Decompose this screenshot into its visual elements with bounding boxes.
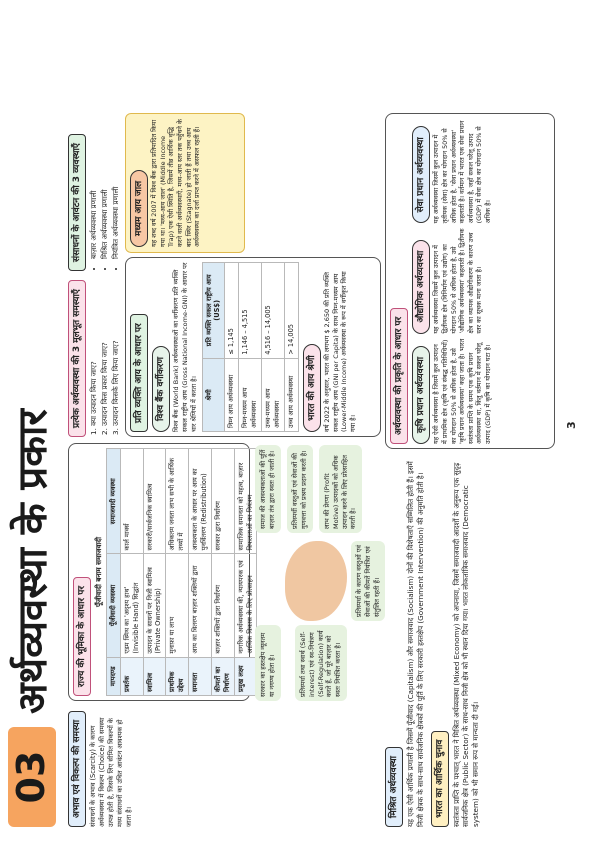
cell: आवश्यकता के आधार पर आय का पुनर्वितरण (Redistribution) bbox=[189, 449, 212, 554]
cell: उच्च-मध्यम आय अर्थव्यवस्था bbox=[262, 358, 285, 431]
cell: समानता bbox=[189, 657, 212, 695]
per-capita-heading: प्रति व्यक्ति आय के आधार पर bbox=[130, 314, 148, 432]
problem-item: 1. क्या उत्पादन किया जाए? bbox=[89, 361, 99, 435]
cell: कार्ल मार्क्स bbox=[120, 449, 143, 554]
column-header: मापदण्ड bbox=[106, 657, 120, 695]
capitalism-socialism-table bbox=[106, 448, 258, 696]
allocation-item: • बाज़ार अर्थव्यवस्था प्रणाली bbox=[89, 111, 99, 259]
cell: 1,146 – 4,515 bbox=[239, 263, 262, 359]
chapter-title: अर्थव्यवस्था के प्रकार bbox=[10, 409, 56, 714]
industrial-text: यह अर्थव्यवस्था जिसमें कुल उत्पादन में द्वितीयक क्षेत्र (विनिर्माण एवं उद्योग) का योगदान 50% से अधिक होता है, उसे 'औद्योगिक अर्थव्यवस्था' कहलाती है। द्वितीयक क्षेत्र का व्यापक औद्योगीकरण के कारण उच्च स्तर का सूचक माना जाता है। bbox=[432, 228, 484, 334]
table-row bbox=[189, 449, 212, 696]
allocation-heading: संसाधनों के आवंटन की 3 व्यवस्थाएँ bbox=[68, 134, 86, 271]
table-row bbox=[166, 449, 189, 696]
middle-income-trap-note bbox=[125, 113, 245, 253]
scarcity-text: संसाधनों के अभाव (Scarcity) के कारण अर्थव्यवस्था में विकल्प (Choice) की समस्या उत्पन्न होती है, जिसके लिए सीमित विकल्पों के मध्य संसाधनों का उचित आवंटन आवश्यक हो जाता है। bbox=[89, 717, 133, 827]
cell: उच्च आय अर्थव्यवस्था bbox=[284, 358, 298, 431]
allocation-item: • नियंत्रित अर्थव्यवस्था प्रणाली bbox=[111, 111, 121, 259]
cell: प्रवर्तक bbox=[120, 657, 143, 695]
india-income-heading: भारत की आय श्रेणी bbox=[303, 344, 321, 432]
table-row bbox=[234, 449, 257, 696]
problems-heading: प्रत्येक अर्थव्यवस्था की 3 मूलभूत समस्याएँ bbox=[68, 280, 86, 437]
cell: 4,516 – 14,005 bbox=[262, 263, 285, 359]
problem-item: 2. उत्पादन किस प्रकार किया जाए? bbox=[99, 342, 109, 435]
india-choice-text: स्वतंत्रता प्राप्ति के पश्चात् भारत ने मिश्रित अर्थव्यवस्था (Mixed Economy) को अपनाया, जिसमें समाजवादी आदर्शों के अनुरूप एक सुदृढ़ सार्वजनिक क्षेत्र (Public Sector) के साथ-साथ निजी क्षेत्र को भी स्थान दिया गया। भारत लोकतांत्रिक समाजवाद (Democratic system) को भी समान रूप से मान्यता दी गई। bbox=[451, 462, 481, 827]
column-header: श्रेणी bbox=[202, 358, 225, 431]
table-row bbox=[143, 449, 166, 696]
basic-problems-section bbox=[68, 277, 121, 437]
cell: निम्न-मध्यम आय अर्थव्यवस्था bbox=[239, 358, 262, 431]
mixed-heading: मिश्रित अर्थव्यवस्था bbox=[385, 747, 403, 827]
feature-note: प्रतिस्पर्धा के कारण वस्तुओं एवं सेवाओं की कीमतें नियंत्रित एवं संतुलित रहती हैं। bbox=[351, 541, 385, 621]
cell: एडम स्मिथ का 'अदृश्य हाथ' (Invisible Hand) सिद्धांत bbox=[120, 554, 143, 657]
wb-table bbox=[202, 262, 299, 432]
cell: सामाजिक समानता को महत्व, बाज़ार विफलताओं का नियंत्रण bbox=[234, 449, 257, 554]
state-role-section bbox=[68, 443, 254, 701]
cell: सरकारी/सार्वजनिक स्वामित्व bbox=[143, 449, 166, 554]
cell: कीमतों का निर्धारण bbox=[211, 657, 234, 695]
problem-item: 3. उत्पादन किसके लिए किया जाए? bbox=[110, 340, 120, 435]
wb-text: विश्व बैंक (World Bank) अर्थव्यवस्थाओं का वर्गीकरण प्रति व्यक्ति सकल राष्ट्रीय आय (Gross National Income-GNI) के आधार पर चार श्रेणियों में करता है। bbox=[172, 262, 198, 432]
table-row bbox=[120, 449, 143, 696]
india-income-text: वर्ष 2022 के अनुसार, भारत की लगभग $ 2,650 की प्रति व्यक्ति सकल राष्ट्रीय आय (GNI per Capita) के साथ निम्न-मध्यम आय (Lower-Middle Income) अर्थव्यवस्था के रूप में वर्गीकृत किया गया है। bbox=[322, 271, 358, 432]
cell: ≤ 1,145 bbox=[225, 263, 239, 359]
mixed-text: यह एक ऐसी आर्थिक प्रणाली है जिसमें पूँजीवाद (Capitalism) और समाजवाद (Socialism) दोनों की विशेषताएँ सम्मिलित होती हैं। इसमें निजी क्षेत्रक के साथ-साथ सार्वजनिक क्षेत्रकों की पूर्ति के लिए सरकारी हस्तक्षेप (Government Intervention) की अनुमति होती है। bbox=[406, 461, 425, 827]
state-role-heading: राज्य की भूमिका के आधार पर bbox=[73, 577, 91, 696]
cell: निम्न आय अर्थव्यवस्था bbox=[225, 358, 239, 431]
wb-heading: विश्व बैंक वर्गीकरण bbox=[152, 346, 170, 432]
allocation-section bbox=[68, 111, 121, 271]
capitalism-features bbox=[255, 443, 381, 701]
allocation-item: • मिश्रित अर्थव्यवस्था प्रणाली bbox=[100, 111, 110, 259]
india-choice-heading: भारत का आर्थिक चुनाव bbox=[431, 731, 449, 827]
table-title: पूँजीवादी बनाम समाजवादी bbox=[94, 537, 104, 607]
cell: अधिकतम जनता लाभ सभी के आर्थिक तथ्यों में bbox=[166, 449, 189, 554]
service-card bbox=[412, 118, 493, 223]
cell: > 14,005 bbox=[284, 263, 298, 359]
table-row bbox=[225, 263, 239, 432]
column-header: पूँजीवादी व्यवस्था bbox=[106, 554, 120, 657]
cell: नागरिक अर्थव्यवस्था की, न्यायपरक एवं आर्थिक विकास के लिए प्रोत्साहन bbox=[234, 554, 257, 657]
table-row bbox=[284, 263, 298, 432]
service-text: यह अर्थव्यवस्था जिसमें कुल उत्पादन में तृतीयक (सेवा) क्षेत्र का योगदान 50% से अधिक होता है, 'सेवा प्रधान अर्थव्यवस्था' कहलाती है। वर्तमान में भारत एक सेवा प्रधान अर्थव्यवस्था है, जहाँ सकल घरेलू उत्पाद (GDP) में सेवा क्षेत्र का योगदान 50% से अधिक है। bbox=[432, 120, 493, 224]
feature-note: समाज की आवश्यकताओं की पूर्ति बाज़ार तंत्र द्वारा स्वतः ही जाती है। bbox=[255, 445, 281, 533]
trap-heading: मध्यम आय जाल bbox=[130, 170, 148, 247]
cell: बाज़ार शक्तियों द्वारा निर्धारण bbox=[211, 554, 234, 657]
feature-note: प्रतिस्पर्धा तथा स्वार्थ (Self-interest) एवं स्व-नियंत्रण (Self-Regulation) कार्य करते हैं, जो पूरे बाज़ार को स्वतः नियंत्रित करता है। bbox=[295, 625, 347, 701]
nature-heading: अर्थव्यवस्था की प्रकृति के आधार पर bbox=[390, 308, 408, 444]
agri-text: यह ऐसी अर्थव्यवस्था है जिसमें कुल उत्पादन में प्राथमिक क्षेत्र (कृषि एवं संबद्ध गतिविधियों) का योगदान 50% से अधिक होता है, उसे 'कृषि प्रधान अर्थव्यवस्था' कहा जाता है। भारत स्वतंत्रता प्राप्ति के समय एक कृषि प्रधान अर्थव्यवस्था था, किंतु वर्तमान में सकल घरेलू उत्पाद (GDP) में कृषि का योगदान घटा है। bbox=[432, 338, 493, 444]
cell: आय का वितरण बाज़ार शक्तियों द्वारा bbox=[189, 554, 212, 657]
cell: प्राथमिक उद्देश्य bbox=[166, 657, 189, 695]
cell: प्रमुख लक्ष्य bbox=[234, 657, 257, 695]
hand-illustration bbox=[285, 541, 347, 621]
trap-text: यह शब्द वर्ष 2007 में विश्व बैंक द्वारा प्रतिपादित किया गया था। 'मध्य-आय जाल' (Middle Income Trap) एक ऐसी स्थिति है, जिसमें तीव्र आर्थिक वृद्धि करने वाली अर्थव्यवस्थाएँ, मध्य-आय स्तर तक पहुँचने के बाद स्थिर (Stagnate) हो जाती हैं तथा उच्च आय अर्थव्यवस्था का दर्जा प्राप्त करने में असफल रहती हैं। bbox=[150, 119, 202, 247]
table-row bbox=[239, 263, 262, 432]
service-heading: सेवा प्रधान अर्थव्यवस्था bbox=[412, 126, 430, 223]
cell: उत्पादन के साधनों पर निजी स्वामित्व (Private Ownership) bbox=[143, 554, 166, 657]
cell: मुनाफ़ा या लाभ bbox=[166, 554, 189, 657]
feature-note: लाभ की प्रेरणा (Profit Motive) उत्पादकों को अधिक उत्पादन करने के लिए प्रोत्साहित करती है। bbox=[319, 445, 362, 533]
agri-heading: कृषि प्रधान अर्थव्यवस्था bbox=[412, 346, 430, 444]
feature-note: सरकार का हस्तक्षेप न्यूनतम या नगण्य होता है। bbox=[255, 625, 281, 701]
feature-note: प्रतिस्पर्धी वस्तुओं एवं सेवाओं की गुणवत्ता को प्रश्रय प्रदान करती है। bbox=[287, 445, 313, 533]
cell: स्वामित्व bbox=[143, 657, 166, 695]
agri-card bbox=[412, 339, 493, 444]
industrial-card bbox=[412, 228, 493, 333]
column-header: समाजवादी व्यवस्था bbox=[106, 449, 120, 554]
page-number: 3 bbox=[565, 421, 578, 429]
industrial-heading: औद्योगिक अर्थव्यवस्था bbox=[412, 240, 430, 334]
per-capita-section bbox=[125, 257, 381, 437]
mixed-economy-section bbox=[385, 457, 481, 827]
column-header: प्रति व्यक्ति सकल राष्ट्रीय आय (US$) bbox=[202, 263, 225, 359]
scarcity-heading: अभाव एवं विकल्प की समस्या bbox=[68, 711, 86, 827]
table-row bbox=[262, 263, 285, 432]
nature-section bbox=[385, 113, 555, 449]
cell: सरकार द्वारा निर्धारण bbox=[211, 449, 234, 554]
scarcity-section bbox=[68, 707, 134, 827]
chapter-number: 03 bbox=[8, 727, 56, 827]
table-row bbox=[211, 449, 234, 696]
